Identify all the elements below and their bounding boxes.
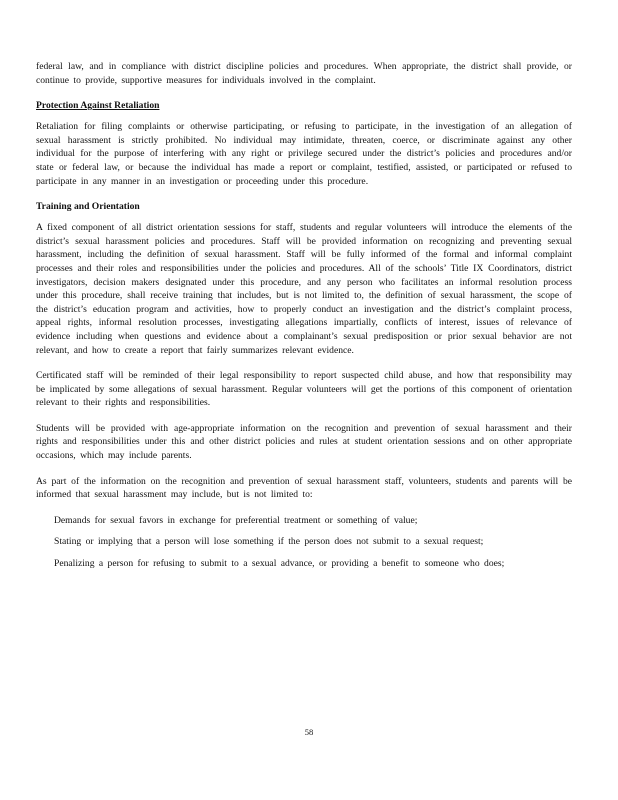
list-item (36, 557, 572, 571)
list-item-text: Stating or implying that a person will lose something if the person does not submit to a sexual request; (54, 536, 484, 548)
training-paragraph-4: As part of the information on the recognition and prevention of sexual harassment staff, volunteers, students and parents will be informed that sexual harassment may include, but is not limited to: (36, 475, 572, 501)
list-item (36, 535, 572, 549)
training-paragraph-3: Students will be provided with age-appropriate information on the recognition and prevention of sexual harassment and their rights and responsibilities under this and other district policies and rules at student orientation sessions and on other appropriate occasions, which may include parents. (36, 422, 572, 462)
training-heading (36, 200, 572, 213)
retaliation-heading (36, 99, 572, 112)
harassment-examples-list (36, 514, 572, 571)
training-paragraph-2: Certificated staff will be reminded of their legal responsibility to report suspected child abuse, and how that responsibility may be implicated by some allegations of sexual harassment. Regular volunteers will get the portions of this component of orientation relevant to their rights and responsibilities. (36, 370, 572, 409)
page-body (36, 60, 572, 579)
list-item (36, 514, 572, 528)
training-paragraph-1: A fixed component of all district orientation sessions for staff, students and regular volunteers will introduce the elements of the district’s sexual harassment policies and procedures. Staff will be provided information on recognizing and preventing sexual harassment, including the definition of sexual harassment. Staff will be fully informed of the formal and informal complaint processes and their roles and responsibilities under the policies and procedures. All of the schools’ Title IX Coordinators, district investigators, decision makers designated under this procedure, and any person who facilitates an informal resolution process under this procedure, shall receive training that includes, but is not limited to, the definition of sexual harassment, the scope of the district’s education program and activities, how to properly conduct an investigation and the district’s complaint process, appeal rights, informal resolution processes, investigating allegations impartially, conflicts of interest, issues of relevance of evidence including when questions and evidence about a complainant’s sexual predisposition or prior sexual behavior are not relevant, and how to create a report that fairly summarizes relevant evidence. (36, 222, 572, 356)
list-item-text: Demands for sexual favors in exchange for preferential treatment or something of value; (54, 514, 418, 526)
retaliation-heading-text: Protection Against Retaliation (36, 100, 160, 112)
intro-paragraph: federal law, and in compliance with district discipline policies and procedures. When appropriate, the district shall provide, or continue to provide, supportive measures for individuals involved in the complaint. (36, 61, 572, 86)
page-number: 58 (304, 727, 314, 737)
training-heading-text: Training and Orientation (36, 201, 140, 213)
list-item-text: Penalizing a person for refusing to submit to a sexual advance, or providing a benefit to someone who does; (54, 558, 505, 570)
retaliation-paragraph: Retaliation for filing complaints or otherwise participating, or refusing to participate, in the investigation of an allegation of sexual harassment is strictly prohibited. No individual may intimidate, threaten, coerce, or discriminate against any other individual for the purpose of interfering with any right or privilege secured under the district’s policies and procedures and/or state or federal law, or because the individual has made a report or complaint, testified, assisted, or participated or refused to participate in any manner in an investigation or proceeding under this procedure. (36, 121, 572, 187)
